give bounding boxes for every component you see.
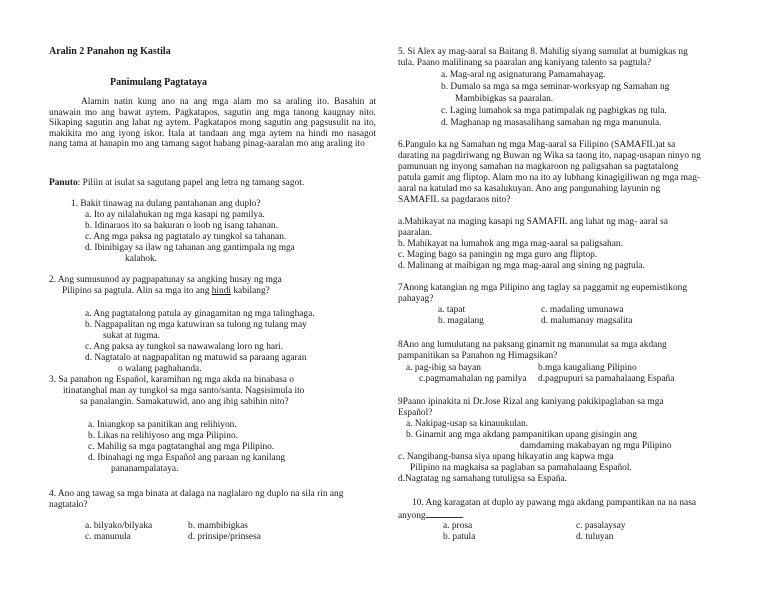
- q9-option-b-cont: damdaming makabayan ng mga Pilipino: [520, 441, 672, 451]
- q8-option-d: d.pagpupuri sa pamahalaang España: [538, 374, 675, 384]
- q4-option-d: d. prinsipe/prinsesa: [188, 532, 261, 542]
- q8-option-c: c.pagmamahalan ng pamilya: [419, 374, 527, 384]
- q6-option-c: c. Maging bago sa paningin ng mga guro ang fliptop.: [398, 250, 598, 260]
- lesson-title: Aralin 2 Panahon ng Kastila: [49, 46, 171, 57]
- q10-option-d: d. tuluyan: [576, 532, 614, 542]
- q2-option-c: c. Ang paksa ay tungkol sa nawawalang loro ng hari.: [85, 342, 284, 352]
- question-6-line-4: patula gamit ang fliptop. Alam mo na ito ay lubhang kinagigiliwan ng mga mag-: [398, 173, 701, 183]
- q2-text-a: Pilipino sa pagtula. Alin sa mga ito ang: [62, 286, 212, 296]
- q8-option-b: b.mga kaugaliang Pilipino: [538, 363, 637, 373]
- answer-blank: [426, 509, 462, 518]
- question-6-line-5: aaral na katulad mo sa kasalukuyan. Ano ang pangunahing layunin ng: [398, 184, 661, 194]
- q5-option-a: a. Mag-aral ng asignaturang Pamamahayag.: [441, 70, 606, 80]
- q1-option-a: a. Ito ay nilalahukan ng mga kasapi ng pamilya.: [85, 210, 265, 220]
- question-6-line-1: 6.Pangulo ka ng Samahan ng mga Mag-aaral sa Filipino (SAMAFIL)at sa: [398, 140, 676, 150]
- question-3-line-2: itinatanghal man ay tungkol sa mga santo/santa. Nagsisimula ito: [63, 386, 305, 396]
- q3-option-c: c. Mahilig sa mga pagtatanghal ang mga Pilipino.: [88, 442, 275, 452]
- q10-option-a: a. prosa: [443, 521, 473, 531]
- q10-anyong: anyong: [398, 511, 426, 521]
- question-7-line-1: 7Anong katangian ng mga Pilipino ang taglay sa paggamit ng eupemistikong: [398, 283, 688, 293]
- question-6-line-6: SAMAFIL sa pagdaraos nito?: [398, 195, 511, 205]
- q7-option-c: c. madaling umunawa: [541, 305, 624, 315]
- q9-option-b: b. Ginamit ang mga akdang pampanitikan upang gisingin ang: [406, 430, 637, 440]
- q2-text-b: kabilang?: [231, 286, 270, 296]
- section-subtitle: Panimulang Pagtataya: [110, 77, 207, 88]
- question-8-line-1: 8Ano ang lumulutang na paksang ginamit ng manunulat sa mga akdang: [398, 340, 667, 350]
- q8-option-a: a. pag-ibig sa bayan: [406, 363, 481, 373]
- q1-option-b: b. Idinaraos ito sa bakuran o loob ng isang tahanan.: [85, 221, 278, 231]
- q3-option-d: d. Ibinahagi ng mga Español ang paraan ng kanilang: [88, 453, 286, 463]
- q2-option-b: b. Nagpapalitan ng mga katuwiran sa tulong ng tulang may: [85, 320, 307, 330]
- q5-option-b-cont: Mambibigkas sa paaralan.: [455, 94, 554, 104]
- question-9-line-1: 9Paano ipinakita ni Dr.Jose Rizal ang kaniyang pakikipaglaban sa mga: [398, 397, 664, 407]
- q9-option-d: d.Nagtatag ng samahang tutuligsa sa España.: [398, 474, 567, 484]
- question-6-line-3: pamunuan ng inyong samahan na magkaroon ng paligsahan sa pagtatalong: [398, 162, 679, 172]
- question-8-line-2: pampanitikan sa Panahon ng Himagsikan?: [398, 351, 558, 361]
- question-1: 1. Bakit tinawag na dulang pantahanan ang duplo?: [71, 199, 261, 209]
- instructions: [49, 178, 376, 189]
- question-4-line-2: nagtatalo?: [49, 500, 88, 510]
- question-6-line-2: darating na pagdiriwang ng Buwan ng Wika sa taong ito, napag-usapan ninyo ng: [398, 151, 701, 161]
- q10-option-c: c. pasalaysay: [576, 521, 626, 531]
- q9-option-c: c. Nangibang-bansa siya upang hikayatin ang kapwa mga: [398, 452, 614, 462]
- q3-option-a: a. Iniangkop sa panitikan ang relihiyon.: [88, 420, 237, 430]
- q5-option-b: b. Dumalo sa mga sa mga seminar-worksyap ng Samahan ng: [441, 82, 670, 92]
- q3-option-d-cont: pananampalataya.: [111, 464, 179, 474]
- q2-option-d-cont: o walang paghahanda.: [118, 364, 202, 374]
- instructions-text: : Piliin at isulat sa sagutang papel ang letra ng tamang sagot.: [77, 178, 305, 188]
- q9-option-c-cont: Pilipino na magkaisa sa paglaban sa pamahalaang Español.: [410, 463, 632, 473]
- q2-hindi: hindi: [211, 286, 232, 296]
- q6-option-b: b. Mahikayat na lumahok ang mga mag-aaral sa paligsahan.: [398, 239, 623, 249]
- question-3-line-1: 3. Sa panahon ng Español, karamihan ng mga akda na binabasa o: [49, 375, 294, 385]
- q5-option-d: d. Maghanap ng masasalihang samahan ng mga manunula.: [441, 118, 662, 128]
- q7-option-b: b. magalang: [438, 316, 484, 326]
- q1-option-c: c. Ang mga paksa ng pagtatalo ay tungkol sa tahanan.: [85, 232, 287, 242]
- q9-option-a: a. Nakipag-usap sa kinauukulan.: [406, 419, 529, 429]
- question-2-line-1: 2. Ang sumusunod ay pagpapatunay sa angking husay ng mga: [49, 275, 282, 285]
- q10-period: .: [461, 511, 464, 521]
- instructions-label: Panuto: [49, 178, 78, 188]
- q1-option-d: d. Ibinibigay sa ilaw ng tahanan ang gantimpala ng mga: [85, 243, 295, 253]
- question-9-line-2: Español?: [398, 408, 433, 418]
- question-10-line-2: [398, 509, 464, 522]
- question-2-line-2: [62, 286, 270, 297]
- q4-option-b: b. mambibigkas: [188, 521, 248, 531]
- q4-option-a: a. bilyako/bilyaka: [85, 521, 153, 531]
- q7-option-d: d. malumanay magsalita: [541, 316, 633, 326]
- q5-option-c: c. Laging lumahok sa mga patimpalak ng pagbigkas ng tula.: [441, 106, 667, 116]
- q3-option-b: b. Likas na relihiyoso ang mga Pilipino.: [88, 431, 238, 441]
- q6-option-d: d. Malinang at maibigan ng mga mag-aaral ang sining ng pagtula.: [398, 261, 645, 271]
- question-4-line-1: 4. Ano ang tawag sa mga binata at dalaga na naglalaro ng duplo na sila rin ang: [49, 489, 344, 499]
- intro-paragraph: Alamin natin kung ano na ang mga alam mo sa araling ito. Basahin at unawain mo ang bawat aytem. Pagkatapos, sagutin ang mga tanong kaugnay nito. Sikaping sagutin ang lahat ng aytem. Pagkatapos mong sagutin ang pagsusulit na ito, makikita mo ang iyong iskor. Itala at tandaan ang mga aytem na hindi mo nasagot nang tama at hanapin mo ang tamang sagot habang pinag-aaralan mo ang araling ito: [49, 97, 376, 150]
- q6-option-a: a.Mahikayat na maging kasapi ng SAMAFIL ang lahat ng mag- aaral sa: [398, 217, 668, 227]
- q10-option-b: b. patula: [443, 532, 476, 542]
- question-5-line-1: 5. Si Alex ay mag-aaral sa Baitang 8. Mahilig siyang sumulat at bumigkas ng: [398, 47, 688, 57]
- q1-option-d-cont: kalahok.: [125, 254, 158, 264]
- q2-option-b-cont: sukat at tugma.: [103, 331, 161, 341]
- q2-option-a: a. Ang pagtatalong patula ay ginagamitan ng mga talinghaga.: [85, 309, 315, 319]
- question-7-line-2: pahayag?: [398, 294, 434, 304]
- question-5-line-2: tula. Paano malilinang sa paaralan ang kaniyang talento sa pagtula?: [398, 58, 652, 68]
- q6-option-a-cont: paaralan.: [398, 228, 433, 238]
- question-10-line-1: 10. Ang karagatan at duplo ay pawang mga akdang pampantikan na na nasa: [412, 498, 697, 508]
- q2-option-d: d. Nagtatalo at nagpapalitan ng matuwid sa paraang agaran: [85, 353, 307, 363]
- q7-option-a: a. tapat: [438, 305, 466, 315]
- question-3-line-3: sa panalangin. Samakatuwid, ano ang ibig sabihin nito?: [80, 397, 289, 407]
- q4-option-c: c. manunula: [85, 532, 131, 542]
